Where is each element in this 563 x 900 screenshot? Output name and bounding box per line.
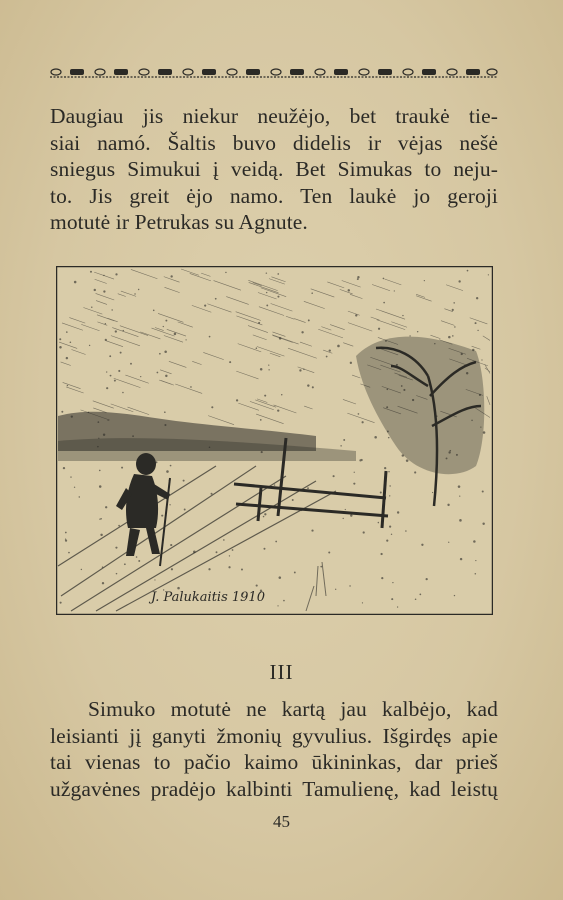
- snowflake-dot: [183, 480, 185, 482]
- paragraph-2: [50, 696, 498, 802]
- snowflake-dot: [157, 372, 159, 374]
- snowflake-dot: [467, 270, 469, 272]
- snowflake-dot: [389, 495, 390, 496]
- snowflake-dot: [363, 531, 365, 533]
- snowflake-dot: [307, 487, 309, 489]
- snowflake-dot: [99, 470, 101, 472]
- snowflake-dot: [345, 509, 346, 510]
- snowflake-dot: [99, 485, 102, 488]
- snowflake-dot: [153, 310, 155, 312]
- snowflake-dot: [477, 330, 478, 331]
- snowflake-dot: [266, 292, 267, 293]
- snowflake-dot: [115, 547, 117, 549]
- snowflake-dot: [67, 385, 68, 386]
- snowflake-dot: [256, 347, 258, 349]
- snowflake-dot: [118, 370, 120, 372]
- snowflake-dot: [421, 544, 423, 546]
- snowflake-dot: [359, 459, 361, 461]
- snowflake-dot: [102, 582, 104, 584]
- snowflake-dot: [116, 573, 118, 575]
- snowflake-dot: [111, 309, 112, 310]
- snowflake-dot: [294, 572, 296, 574]
- snowflake-dot: [130, 363, 132, 365]
- snowflake-dot: [409, 335, 410, 336]
- snowflake-dot: [452, 309, 454, 311]
- snowflake-dot: [397, 511, 399, 513]
- snowflake-dot: [121, 467, 123, 469]
- snowflake-dot: [299, 369, 301, 371]
- snowflake-dot: [275, 541, 277, 543]
- snowflake-dot: [307, 384, 309, 386]
- snowflake-dot: [100, 518, 102, 520]
- snowflake-dot: [414, 471, 416, 473]
- snowflake-dot: [123, 330, 124, 331]
- snowflake-dot: [329, 349, 331, 351]
- snowflake-dot: [482, 490, 484, 492]
- snowflake-dot: [481, 359, 482, 360]
- snowflake-dot: [211, 406, 213, 408]
- snowflake-dot: [184, 509, 186, 511]
- snowflake-dot: [90, 271, 92, 273]
- snowflake-dot: [349, 585, 350, 586]
- snowflake-dot: [447, 504, 449, 506]
- snowflake-dot: [66, 357, 68, 359]
- snowflake-dot: [362, 421, 364, 423]
- snowflake-dot: [283, 600, 285, 602]
- snowflake-dot: [264, 513, 266, 515]
- snowflake-dot: [114, 380, 116, 382]
- snowflake-dot: [232, 549, 234, 551]
- snowflake-dot: [337, 345, 340, 348]
- snowflake-dot: [166, 470, 169, 473]
- snowflake-dot: [333, 475, 335, 477]
- snowflake-dot: [109, 355, 111, 357]
- snowflake-dot: [488, 274, 489, 275]
- snowflake-dot: [106, 371, 107, 372]
- snowflake-dot: [460, 558, 462, 560]
- snowflake-dot: [241, 568, 243, 570]
- snowflake-dot: [159, 353, 161, 355]
- snowflake-dot: [380, 491, 382, 493]
- snowflake-dot: [378, 522, 380, 524]
- snowflake-dot: [312, 386, 314, 388]
- snowflake-dot: [164, 411, 166, 413]
- snowflake-dot: [66, 331, 68, 333]
- snowflake-dot: [165, 320, 167, 322]
- paragraph-1: [50, 103, 498, 236]
- snowflake-dot: [448, 542, 449, 543]
- snowflake-dot: [277, 296, 279, 298]
- snowflake-dot: [308, 319, 310, 321]
- text-line: Simuko motutė ne kartą jau kalbėjo, kad: [88, 697, 498, 721]
- snowflake-dot: [81, 569, 82, 570]
- snowflake-dot: [68, 552, 70, 554]
- snowflake-dot: [350, 514, 352, 516]
- text-line: to. Jis greit ėjo namo. Ten laukė jo geroji: [50, 183, 498, 208]
- snowflake-dot: [105, 323, 106, 324]
- snowflake-dot: [343, 518, 344, 519]
- snowflake-dot: [355, 314, 357, 316]
- snowflake-dot: [374, 436, 377, 439]
- snowflake-dot: [260, 368, 263, 371]
- snowflake-dot: [432, 492, 433, 493]
- snowflake-dot: [281, 394, 282, 395]
- snowflake-dot: [103, 275, 104, 276]
- snowflake-dot: [59, 338, 61, 340]
- snowflake-dot: [405, 530, 407, 532]
- snowflake-dot: [383, 278, 385, 280]
- snowflake-dot: [60, 602, 62, 604]
- snowflake-dot: [303, 369, 304, 370]
- snowflake-dot: [458, 280, 460, 282]
- snowflake-dot: [482, 522, 484, 524]
- snowflake-dot: [106, 387, 108, 389]
- snowflake-dot: [74, 487, 75, 488]
- snowflake-dot: [426, 578, 428, 580]
- snowflake-dot: [266, 272, 267, 273]
- snowflake-dot: [63, 467, 65, 469]
- snowflake-dot: [115, 273, 117, 275]
- snowflake-dot: [115, 330, 117, 332]
- snowflake-dot: [268, 369, 269, 370]
- snowflake-dot: [476, 297, 478, 299]
- text-line: motutė ir Petrukas su Agnute.: [50, 210, 308, 234]
- snowflake-dot: [340, 445, 341, 446]
- snowflake-dot: [110, 375, 112, 377]
- snowflake-dot: [171, 568, 173, 570]
- snowflake-dot: [216, 551, 218, 553]
- snowflake-dot: [448, 336, 451, 339]
- snowflake-dot: [163, 326, 164, 327]
- snowflake-dot: [165, 375, 167, 377]
- snowflake-dot: [103, 290, 105, 292]
- snowflake-dot: [454, 595, 455, 596]
- snowflake-dot: [256, 585, 258, 587]
- snowflake-dot: [170, 275, 172, 277]
- snowflake-dot: [392, 582, 393, 583]
- snowflake-dot: [335, 589, 336, 590]
- illustration-signature: J. Palukaitis 1910: [151, 590, 265, 605]
- snowflake-dot: [391, 534, 392, 535]
- snowflake-dot: [350, 362, 352, 364]
- snowflake-dot: [279, 576, 282, 579]
- snowflake-dot: [274, 484, 275, 485]
- snowflake-dot: [79, 496, 80, 497]
- snowflake-dot: [124, 563, 126, 565]
- snowflake-dot: [459, 519, 462, 522]
- snowflake-dot: [215, 298, 217, 300]
- snowflake-dot: [357, 278, 359, 280]
- snowflake-dot: [174, 333, 177, 336]
- snowflake-dot: [120, 352, 122, 354]
- snowflake-dot: [140, 376, 141, 377]
- snowflake-dot: [380, 553, 382, 555]
- snowflake-dot: [70, 341, 72, 343]
- snowflake-dot: [118, 525, 120, 527]
- snowflake-dot: [74, 281, 77, 284]
- snowflake-dot: [277, 605, 278, 606]
- snowflake-dot: [228, 566, 230, 568]
- text-line: siai namó. Šaltis buvo didelis ir vėjas nešė: [50, 130, 498, 155]
- snowflake-dot: [170, 544, 172, 546]
- snowflake-dot: [417, 331, 418, 332]
- snowflake-dot: [378, 328, 380, 330]
- snowflake-dot: [70, 476, 71, 477]
- snowflake-dot: [65, 532, 67, 534]
- snowflake-dot: [61, 411, 63, 413]
- text-line: leisianti jį ganyti žmonių gyvulius. Išgirdęs apie: [50, 723, 498, 748]
- snowflake-dot: [419, 593, 421, 595]
- snowflake-dot: [458, 485, 461, 488]
- snowflake-dot: [91, 307, 92, 308]
- snowflake-dot: [277, 273, 279, 275]
- snowflake-dot: [343, 439, 345, 441]
- snowflake-dot: [263, 516, 265, 518]
- snowflake-dot: [311, 292, 313, 294]
- snowflake-dot: [138, 560, 140, 562]
- snowflake-dot: [89, 345, 90, 346]
- snowflake-dot: [105, 339, 107, 341]
- snowflake-dot: [388, 437, 390, 439]
- snowflake-dot: [263, 548, 265, 550]
- snowflake-dot: [386, 540, 388, 542]
- snowflake-dot: [406, 459, 409, 462]
- snowflake-dot: [105, 506, 107, 508]
- snowflake-dot: [154, 579, 155, 580]
- text-line: užgavėnes pradėjo kalbinti Tamulienę, kad leistų: [50, 776, 498, 801]
- snowflake-dot: [170, 465, 172, 467]
- snowflake-dot: [348, 289, 350, 291]
- snowflake-dot: [453, 302, 454, 303]
- snowflake-dot: [164, 351, 167, 354]
- snowflake-dot: [236, 399, 238, 401]
- snowflake-dot: [260, 419, 262, 421]
- snowflake-dot: [397, 606, 398, 607]
- snowflake-dot: [391, 598, 393, 600]
- snowflake-dot: [452, 335, 454, 337]
- snowflake-dot: [169, 504, 170, 505]
- snowflake-dot: [134, 293, 135, 294]
- snowflake-dot: [292, 499, 294, 501]
- snowflake-dot: [279, 337, 282, 340]
- text-line: tai vienas to pačio kaimo ūkininkas, dar prieš: [50, 750, 498, 774]
- snowflake-dot: [185, 339, 186, 340]
- winter-storm-illustration: [56, 266, 493, 615]
- snowflake-dot: [94, 289, 96, 291]
- snowflake-dot: [190, 386, 192, 388]
- chapter-number: III: [269, 660, 294, 684]
- snowflake-dot: [388, 471, 389, 472]
- snowflake-dot: [381, 577, 383, 579]
- snowflake-dot: [459, 496, 460, 497]
- snowflake-dot: [258, 322, 260, 324]
- snowflake-dot: [59, 346, 62, 349]
- snowflake-dot: [229, 555, 230, 556]
- snowflake-dot: [268, 364, 269, 365]
- snowflake-dot: [475, 573, 477, 575]
- snowflake-dot: [454, 326, 455, 327]
- snowflake-dot: [208, 568, 210, 570]
- snowflake-dot: [473, 540, 476, 543]
- text-line: Daugiau jis niekur neužėjo, bet traukė tie-: [50, 104, 498, 128]
- snowflake-dot: [277, 409, 279, 411]
- snowflake-dot: [320, 566, 322, 568]
- snowflake-dot: [65, 539, 67, 541]
- snowflake-dot: [100, 534, 102, 536]
- snowflake-dot: [353, 483, 355, 485]
- snowflake-dot: [389, 485, 390, 486]
- snowflake-dot: [122, 392, 124, 394]
- snowflake-dot: [475, 560, 476, 561]
- snowflake-dot: [266, 304, 268, 306]
- snowflake-dot: [138, 289, 139, 290]
- snowflake-dot: [415, 598, 417, 600]
- snowflake-dot: [177, 587, 180, 590]
- snowflake-dot: [394, 290, 395, 291]
- snowflake-dot: [301, 331, 303, 333]
- text-line: sniegus Simukui į veidą. Bet Simukas to neju-: [50, 157, 498, 181]
- snowflake-dot: [161, 515, 163, 517]
- decorative-header-ornament: [50, 66, 498, 80]
- snowflake-dot: [384, 467, 386, 469]
- snowflake-dot: [223, 539, 225, 541]
- snowflake-dot: [357, 276, 359, 278]
- snowflake-dot: [424, 280, 425, 281]
- snowflake-dot: [225, 272, 226, 273]
- snowflake-dot: [328, 551, 330, 553]
- snowflake-dot: [311, 529, 313, 531]
- snowflake-dot: [475, 322, 477, 324]
- snowflake-dot: [204, 305, 206, 307]
- snowflake-dot: [362, 602, 363, 603]
- snowflake-dot: [209, 336, 211, 338]
- page-number: 45: [273, 812, 290, 831]
- snowflake-dot: [358, 413, 360, 415]
- snowflake-dot: [229, 361, 231, 363]
- snowflake-dot: [354, 472, 355, 473]
- snowflake-dot: [326, 356, 328, 358]
- snowflake-dot: [402, 315, 403, 316]
- snowflake-dot: [383, 302, 385, 304]
- snowflake-dot: [389, 526, 391, 528]
- snowflake-dot: [264, 395, 266, 397]
- snowflake-dot: [136, 556, 138, 558]
